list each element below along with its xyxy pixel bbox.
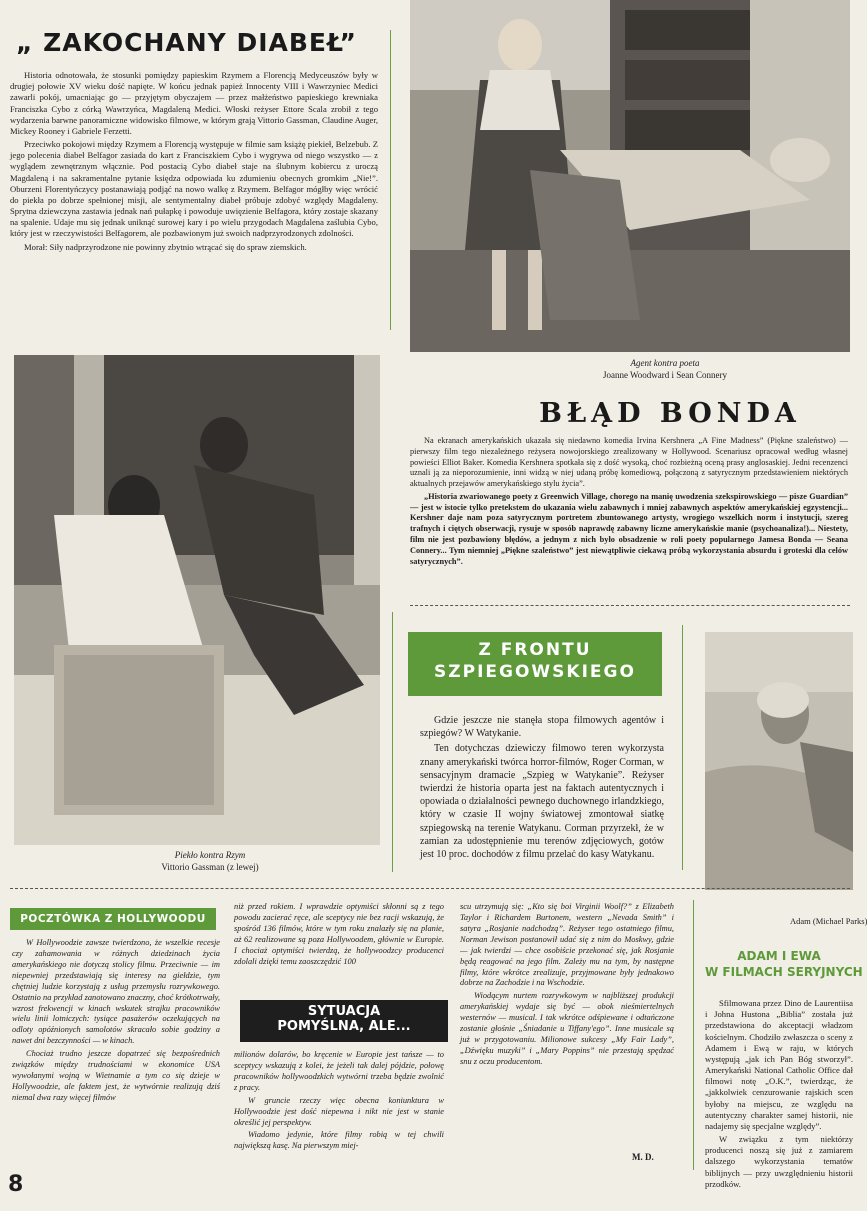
photo-adam bbox=[705, 632, 853, 890]
sytuacja-title-line2: POMYŚLNA, ALE... bbox=[277, 1019, 411, 1034]
pocztowka-col2b-para-2: W gruncie rzeczy więc obecna koniunktura w Hollywoodzie jest dość niepewna i nikt nie jest w stanie określić jej perspektyw. bbox=[234, 1095, 444, 1127]
szpiegowskie-para-1: Gdzie jeszcze nie stanęła stopa filmowych agentów i szpiegów? W Watykanie. bbox=[420, 715, 664, 740]
green-divider-v4 bbox=[693, 900, 694, 1170]
zakochany-para-3: Morał: Siły nadprzyrodzone nie powinny zbytnio wtrącać się do spraw ziemskich. bbox=[24, 241, 307, 252]
caption-agent-line2: Joanne Woodward i Sean Connery bbox=[602, 369, 728, 380]
caption-agent-line1: Agent kontra poeta bbox=[630, 358, 700, 368]
szpiegowskie-para-2: Ten dotychczas dziewiczy filmowo teren wykorzysta znany amerykański twórca horror-filmów, Roger Corman, w sensacyjnym dramacie „Szpieg w Watykanie”. Reżyser twierdzi że historia oparta jest na faktach autentycznych i opowiada o działalności pewnego duchownego irlandzkiego, który w czasie II wojny światowej zmontował siatkę szpiegowską na terenie Watykanu. Corman przyrzekł, że w zamian za udostępnienie mu terenów zdjęciowych, gotów jest 10 proc. dochodów z filmu przelać do kasy Watykanu. bbox=[420, 743, 664, 860]
zakochany-title: „ ZAKOCHANY DIABEŁ” bbox=[16, 28, 357, 57]
szpiegowskie-title-line1: Z FRONTU bbox=[478, 640, 592, 660]
pocztowka-col-1 bbox=[12, 938, 220, 1106]
szpiegowskie-title-box bbox=[408, 632, 662, 696]
dashed-divider-bottom bbox=[10, 888, 850, 889]
pocztowka-col2b-para-1: milionów dolarów, bo kręcenie w Europie jest tańsze — to sceptycy wskazują z kolei, że jeżeli tak dalej pójdzie, połowę pracowników hollywoodzkich wytwórni trzeba będzie zwolnić z pracy. bbox=[234, 1050, 444, 1092]
sytuacja-title-line1: SYTUACJA bbox=[307, 1004, 381, 1019]
caption-pieklo-line1: Piekło kontra Rzym bbox=[174, 850, 246, 860]
szpiegowskie-article bbox=[420, 714, 664, 863]
sytuacja-title-box bbox=[240, 1000, 448, 1042]
pocztowka-col-2b bbox=[234, 1050, 444, 1154]
adam-title-line2: W FILMACH SERYJNYCH bbox=[705, 965, 863, 980]
pocztowka-col1-para-1: W Hollywoodzie zawsze twierdzono, że wszelkie recesje czy zahamowania w różnych dziedzinach życia amerykańskiego nie dotyczą stolicy filmu. Przeciwnie — im niepewniej przedstawiają się interesy na giełdzie, tym chętniej ludzie korzystają z usług przemysłu rozrywkowego. Ostatnio na przykład zanotowano znaczny, choć krótkotrwały, wzrost frekwencji w kinach wskutek strajku pracowników wielu linii lotniczych: tysiące pasażerów oczekujących na odloty opóźnionych samolotów skracało sobie godziny a nawet dni bezczynności — w kinach. bbox=[12, 938, 220, 1046]
pocztowka-col2a-para-1: niż przed rokiem. I wprawdzie optymiści skłonni są z tego powodu zacierać ręce, ale sceptycy nie bez racji wskazują, że spośród 136 filmów, które w tym roku znalazły się na planie, aż 62 realizowane są poza Hollywoodem, głównie w Europie. I chociaż optymiści twierdzą, że hollywoodzcy producenci zdolali dzięki temu zaoszczędzić 100 bbox=[234, 902, 444, 966]
green-divider-v1 bbox=[390, 30, 391, 330]
green-divider-v3 bbox=[682, 625, 683, 870]
caption-agent-kontra-poeta bbox=[540, 358, 790, 381]
pocztowka-col2b-para-3: Wiadomo jedynie, które filmy robią w tej chwili największą kasę. Na pierwszym miej- bbox=[234, 1130, 444, 1151]
adam-title-line1: ADAM I EWA bbox=[737, 949, 821, 963]
adam-title bbox=[705, 948, 863, 980]
blad-bonda-title: BŁĄD BONDA bbox=[539, 398, 801, 429]
pocztowka-title-box bbox=[10, 908, 216, 930]
adam-article bbox=[705, 998, 853, 1189]
blad-bonda-article bbox=[410, 436, 848, 569]
page-number: 8 bbox=[8, 1172, 24, 1197]
caption-adam: Adam (Michael Parks) bbox=[790, 916, 867, 926]
pocztowka-col-3 bbox=[460, 902, 674, 1070]
photo-pieklo-kontra-rzym bbox=[14, 355, 380, 845]
zakochany-para-2: Przeciwko pokojowi między Rzymem a Florencją występuje w filmie sam książę piekieł, Belzebub. Z jego polecenia diabeł Belfagor zasiada do kart z Franciszkiem Cybo i wygrywa od niego wszystko — z wyglądem zewnętrznym włącznie. Pod postacią Cybo diabeł staje na ślubnym kobiercu z uroczą Magdaleną i na sakramentalne pytanie księdza odpowiada ku zdumieniu obecnych gromkim „Nie!”. Oburzeni Florentyńczycy postanawiają podjąć na nowo walkę z Rzymem. Belfagor mógłby więc wrócić do piekła po dobrze spełnionej misji, ale sentymentalny diabeł próbuje zdobyć względy Magdaleny. Sprytna dziewczyna zastawia jednak nań pułapkę i powoduje uwięzienie Belfagora, który zostaje skazany na spalenie. Udaje mu się jednak uniknąć surowej kary i po wielu przygodach Magdalena zaślubia Cybo, który jest w rzeczywistości Belfagorem, ale pozbawionym już swoich nadprzyrodzonych zdolności. bbox=[10, 139, 378, 239]
zakochany-article bbox=[10, 70, 378, 255]
szpiegowskie-title-line2: SZPIEGOWSKIEGO bbox=[434, 662, 636, 682]
photo-agent-kontra-poeta bbox=[410, 0, 850, 352]
blad-bonda-para-2: „Historia zwariowanego poety z Greenwich Village, chorego na manię uwodzenia szekspirowskiego — pisze Guardian” — jest w istocie tylko pretekstem do ukazania wielu zabawnych i mniej zabawnych aspektów amerykańskiej egzystencji... Kershner daje nam poza satyrycznym portretem zbuntowanego artysty, wrogiego wszelkich norm i instytucji, szereg trafnych i ciętych obserwacji, rysuje w sposób naprawdę zabawny liczne amerykańskie manie (psychoanaliza!)... Niestety, film nie jest pozbawiony błędów, a jednym z nich było obsadzenie w roli poety popularnego Jamesa Bonda — Seana Connery... Tym niemniej „Piękne szaleństwo” jest niewątpliwie ciekawą próbą wykorzystania absurdu i groteski dla celów satyrycznych”. bbox=[410, 491, 848, 566]
zakochany-para-1: Historia odnotowała, że stosunki pomiędzy papieskim Rzymem a Florencją Medyceuszów były w drugiej połowie XV wieku dość napięte. W końcu jednak papież Innocenty VIII i Wawrzyniec Medici zawarli pokój, umacniając go — przyjętym obyczajem — przez małżeństwo papieskiego krewniaka Franciszka Cybo z córką Wawrzyńca, Magdaleną Medici. Włoski reżyser Ettore Scala zrobił z tego wydarzenia barwne panoramiczne widowisko filmowe, w którym grają Vittorio Gassman, Claudine Auger, Mickey Rooney i Gabriele Ferzetti. bbox=[10, 70, 378, 136]
pocztowka-title: POCZTÓWKA Z HOLLYWOODU bbox=[20, 913, 206, 925]
pocztowka-col3-para-2: Wiodącym nurtem rozrywkowym w najbliższej produkcji amerykańskiej wydaje się być — obok nieśmiertelnych westernów — musical. I tak wkrótce odśpiewane i odtańczone zostanie głośnie „Śniadanie u Tiffany'ego”. Inne musicale są już w przygotowaniu. Milionowe sukcesy „My Fair Lady”, „Dźwięku muzyki” i „Mary Poppins” nie przestają spędzać snu z oczu producentom. bbox=[460, 991, 674, 1066]
dashed-divider-top bbox=[410, 605, 850, 606]
pocztowka-col3-para-1: scu utrzymują się: „Kto się boi Virginii Woolf?” z Elizabeth Taylor i Richardem Burtonem, western „Nevada Smith” i satyra „Rosjanie nadchodzą”. Reżyser tego ostatniego filmu, Norman Jewison postanowił udać się z nim do Moskwy, gdzie — jak twierdzi — chce osobiście przekonać się, jak Rosjanie będą reagować na jego film. Zależy mu na tym, by następne filmy, które wkrótce zrealizuje, przyjmowane były jednakowo dobrze na Zachodzie i na Wschodzie. bbox=[460, 902, 674, 988]
adam-para-2: W związku z tym niektórzy producenci noszą się już z zamiarem dalszego wykorzystania tematów biblijnych — przy uwzględnieniu historii przodków. bbox=[705, 1134, 853, 1189]
green-divider-v2 bbox=[392, 612, 393, 872]
adam-para-1: Sfilmowana przez Dino de Laurentiisa i Johna Hustona „Biblia” została już przedstawiona do akceptacji władzom kościelnym. Chodziło zwłaszcza o sceny z Adamem i Ewą w raju, w których występują „jak ich Pan Bóg stworzył”. Amerykański National Catholic Office dał filmowi notę „O.K.”, twierdząc, że „jakkolwiek cenzurowanie rajskich scen byłoby na miejscu, ze względu na autentyczny charakter samej historii, nie nadajemy się specjalne względy”. bbox=[705, 998, 853, 1131]
blad-bonda-para-1: Na ekranach amerykańskich ukazała się niedawno komedia Irvina Kershnera „A Fine Madness” (Piękne szaleństwo) — pierwszy film tego niezależnego reżysera nowojorskiego zrealizowany w Hollywood. Scenariusz opracował według własnej powieści Elliot Baker. Komedia Kershnera spotkała się z dość wysoką, choć rozbieżną oceną prasy anglosaskiej. Jedni recenzenci uznali ją za nieporozumienie, inni widzą w niej udaną próbę komediową, połączoną z satyrycznym przedstawieniem niektórych aktualnych przejawów amerykańskiego stylu życia”. bbox=[410, 436, 848, 489]
caption-pieklo-line2: Vittorio Gassman (z lewej) bbox=[161, 861, 259, 872]
pocztowka-col1-para-2: Chociaż trudno jeszcze dopatrzeć się bezpośrednich związków między trudnościami w ekonomice USA wywołanymi wojną w Wietnamie a tym co się dzieje w Hollywoodzie, ale faktem jest, że wytwórnie realizują dziś niemal dwa razy więcej filmów bbox=[12, 1049, 220, 1102]
pocztowka-col-2a bbox=[234, 902, 444, 970]
pocztowka-signature: M. D. bbox=[632, 1152, 654, 1162]
caption-pieklo-kontra-rzym bbox=[100, 850, 320, 873]
